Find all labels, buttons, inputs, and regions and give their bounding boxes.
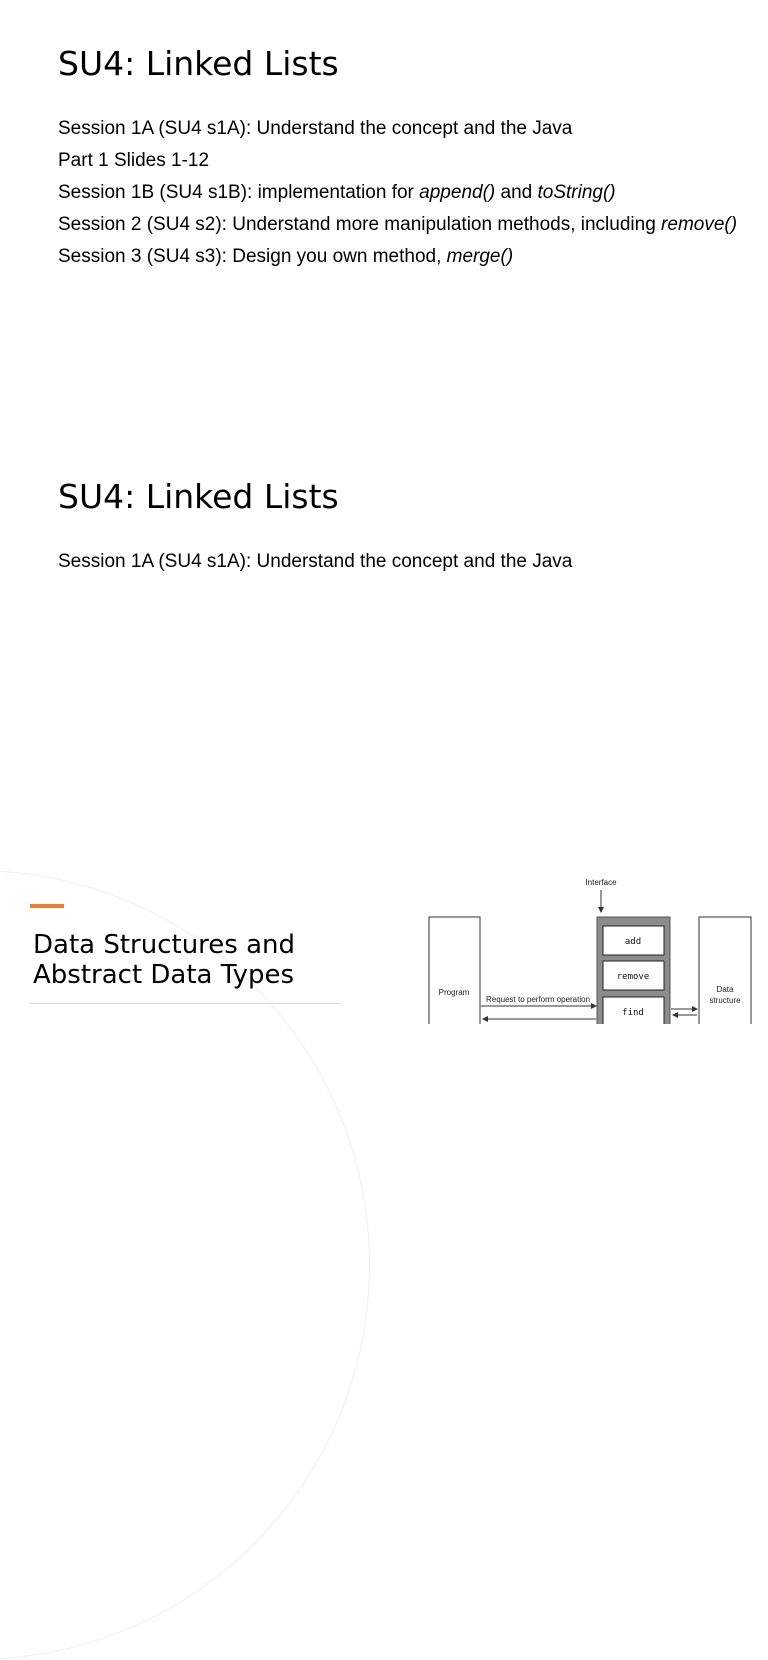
data-structure-label-2: structure xyxy=(709,996,741,1005)
op-add-label: add xyxy=(624,937,642,947)
interface-label: Interface xyxy=(585,878,617,887)
data-structure-label-1: Data xyxy=(716,985,734,994)
slide3-title-line-2: Abstract Data Types xyxy=(33,960,295,990)
op-remove-label: remove xyxy=(616,972,650,982)
slide1-line-5-text: Session 3 (SU4 s3): Design you own method, xyxy=(58,246,447,267)
request-label: Request to perform operation xyxy=(485,995,591,1004)
program-label: Program xyxy=(438,988,470,997)
slide1-line-1: Session 1A (SU4 s1A): Understand the concept and the Java xyxy=(58,118,573,139)
slide1-line-4-text: Session 2 (SU4 s2): Understand more manipulation methods, including xyxy=(58,214,662,235)
slide1-title: SU4: Linked Lists xyxy=(58,44,339,83)
slide1-line-2: Part 1 Slides 1-12 xyxy=(58,150,210,171)
method-append: append() xyxy=(419,182,496,203)
method-merge: merge() xyxy=(446,246,514,267)
slide1-line-3-text: Session 1B (SU4 s1B): implementation for xyxy=(58,182,420,203)
op-find-label: find xyxy=(622,1008,644,1018)
slide2-line-1: Session 1A (SU4 s1A): Understand the concept and the Java xyxy=(58,551,573,572)
program-box xyxy=(429,917,480,1024)
slide1-line-3-and: and xyxy=(495,182,538,203)
slide3-title-line-1: Data Structures and xyxy=(33,930,296,960)
method-tostring: toString() xyxy=(537,182,616,203)
slide2-title: SU4: Linked Lists xyxy=(58,477,339,516)
method-remove: remove() xyxy=(661,214,738,235)
data-structure-box xyxy=(699,917,751,1024)
